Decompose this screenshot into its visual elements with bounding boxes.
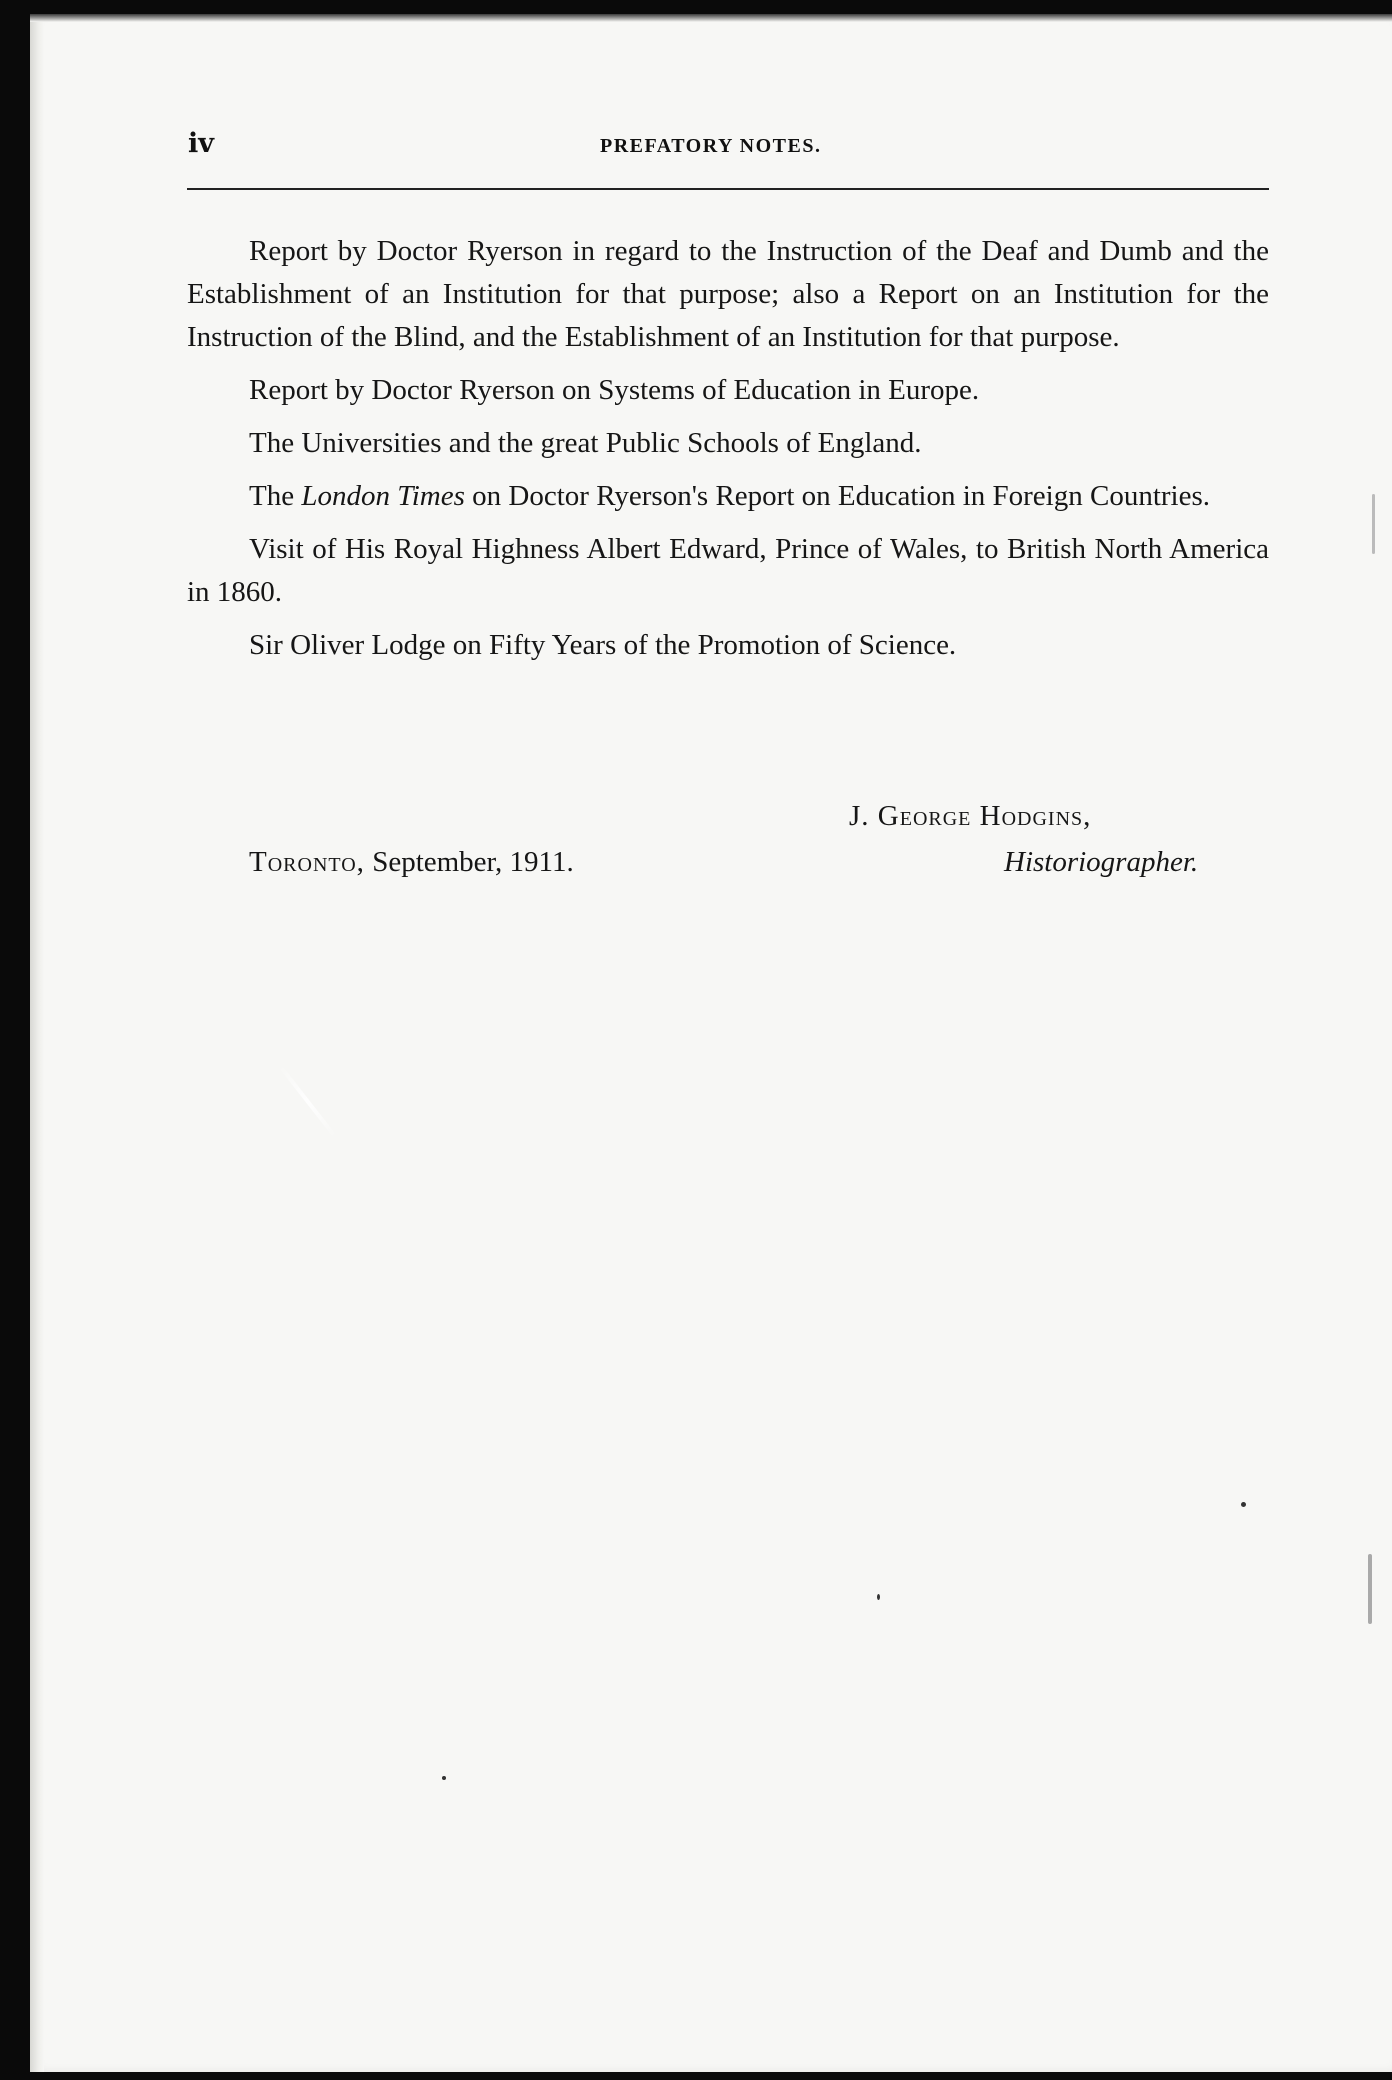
paragraph-text: Report by Doctor Ryerson in regard to the Instruction of the Deaf and Dumb and the Establishment of an Institution for that purpose; also a Report on an Institution for the Instruction of the Blind, and the Establishment of an Institution for that purpose. [187, 235, 1269, 353]
paragraph [187, 422, 1269, 465]
paragraph-text: The Universities and the great Public Schools of England. [249, 427, 922, 459]
paragraph-text: The [249, 480, 302, 512]
paragraph [187, 369, 1269, 412]
signature-place-date [249, 846, 574, 879]
page-top-edge [30, 14, 1392, 22]
scan-speck [442, 1776, 446, 1780]
paragraph-text: Report by Doctor Ryerson on Systems of Education in Europe. [249, 374, 980, 406]
paragraph [187, 475, 1269, 518]
running-head: PREFATORY NOTES. [600, 135, 822, 157]
scan-speck [1241, 1502, 1246, 1507]
book-page [30, 14, 1392, 2072]
scan-speck [877, 1594, 880, 1600]
paragraph [187, 624, 1269, 667]
signature-date: September, 1911. [364, 846, 574, 878]
page-binding-edge [30, 14, 44, 2072]
signature-name: J. George Hodgins, [849, 800, 1092, 832]
scan-speck [1368, 1554, 1372, 1624]
scan-light-streak [278, 1065, 337, 1138]
paragraph-text: Visit of His Royal Highness Albert Edward, Prince of Wales, to British North America in 1860. [187, 533, 1269, 608]
signature-title: Historiographer. [1004, 846, 1199, 878]
scan-speck [1372, 494, 1375, 554]
paragraph [187, 528, 1269, 614]
paragraph [187, 230, 1269, 359]
paragraph-text: Sir Oliver Lodge on Fifty Years of the Promotion of Science. [249, 629, 957, 661]
page-number: iv [188, 128, 214, 159]
italic-title: London Times [301, 480, 465, 512]
header-rule [187, 188, 1269, 190]
signature-place: Toronto, [249, 846, 365, 878]
paragraph-text: on Doctor Ryerson's Report on Education in Foreign Countries. [464, 480, 1211, 512]
page-body [187, 230, 1269, 677]
